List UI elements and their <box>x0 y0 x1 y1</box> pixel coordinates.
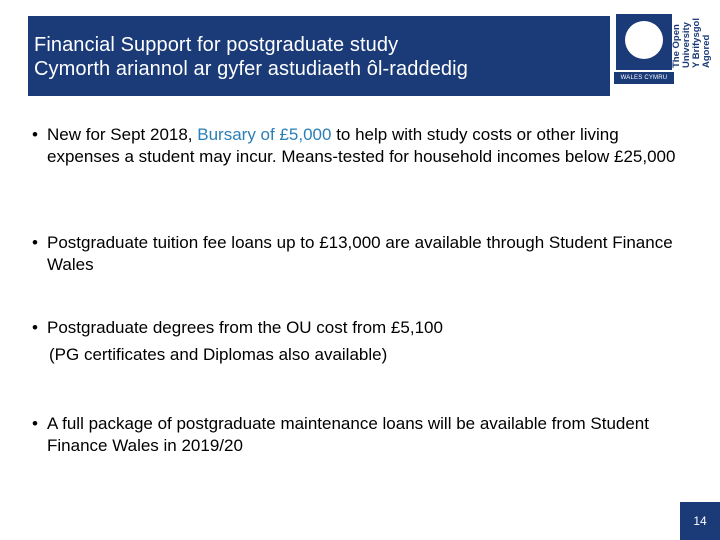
bullet-degree-cost <box>32 317 682 366</box>
title-banner <box>28 16 610 96</box>
page-number: 14 <box>680 502 720 540</box>
logo-line: Agored <box>701 34 712 68</box>
bullet-dot: • <box>32 233 38 252</box>
logo-wordmark <box>672 14 712 68</box>
bullet-text-pre: New for Sept 2018, <box>47 125 198 144</box>
ou-logo-mark <box>616 14 672 70</box>
title-welsh: Cymorth ariannol ar gyfer astudiaeth ôl-raddedig <box>34 58 468 80</box>
bullet-dot: • <box>32 414 38 433</box>
bullet-text-post: to help with study costs or other living expenses a student may incur. Means-tested for household incomes below £25,000 <box>47 125 676 166</box>
logo-line: Y Brifysgol <box>691 18 702 68</box>
bullet-subtext: (PG certificates and Diplomas also available) <box>49 345 388 364</box>
title-english: Financial Support for postgraduate study <box>34 34 399 56</box>
bullet-dot: • <box>32 125 38 144</box>
bullet-maintenance-loans <box>32 413 682 457</box>
bursary-highlight: Bursary of £5,000 <box>197 125 332 144</box>
logo-line: University <box>681 22 692 68</box>
bullet-tuition-loans <box>32 232 682 276</box>
open-university-logo <box>612 14 712 98</box>
bullet-bursary <box>32 124 682 168</box>
bullet-text: A full package of postgraduate maintenance loans will be available from Student Finance Wales in 2019/20 <box>47 414 649 455</box>
bullet-text: Postgraduate degrees from the OU cost from £5,100 <box>47 318 443 337</box>
bullet-text <box>47 124 682 168</box>
bullet-text: Postgraduate tuition fee loans up to £13,000 are available through Student Finance Wales <box>47 233 673 274</box>
bullet-dot: • <box>32 318 38 337</box>
logo-line: The Open <box>671 24 682 68</box>
logo-wales-cymru: WALES CYMRU <box>614 72 674 84</box>
ou-logo-circle <box>625 21 663 59</box>
